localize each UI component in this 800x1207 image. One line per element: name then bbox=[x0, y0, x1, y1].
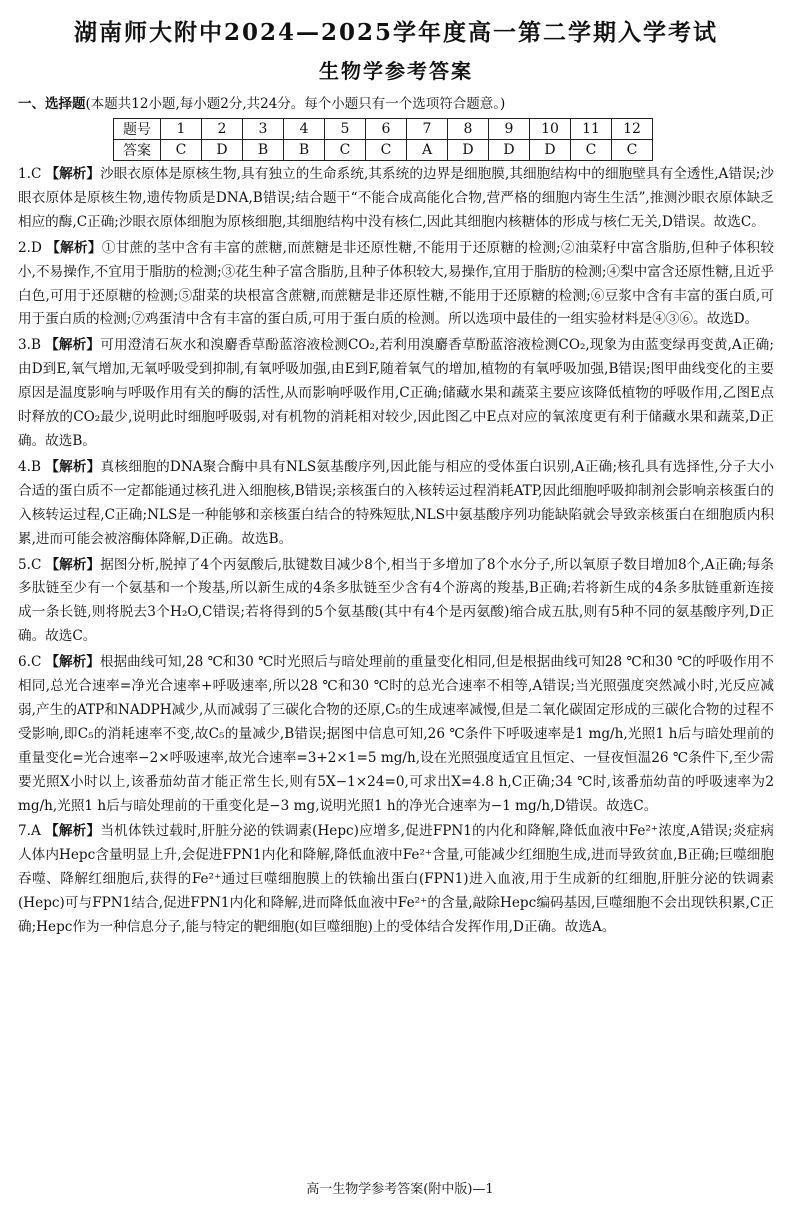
question-answer-label: 5.C bbox=[18, 556, 42, 573]
question-number-cell: 4 bbox=[284, 119, 325, 140]
answer-cell: A bbox=[407, 140, 448, 161]
answer-cell: D bbox=[489, 140, 530, 161]
question-number-cell: 10 bbox=[530, 119, 571, 140]
answer-cell: B bbox=[284, 140, 325, 161]
answer-cell: D bbox=[202, 140, 243, 161]
analysis-text: 据图分析,脱掉了4个丙氨酸后,肽键数目减少8个,相当于多增加了8个水分子,所以氧原子数目增加8个,A正确;每条多肽链至少有一个氨基和一个羧基,所以新生成的4条多肽链至少含有4个游离的羧基,B正确;若将新生成的4条多肽链重新连接成一条长链,则将脱去3个H₂O,C错误;若将得到的5个氨基酸(其中有4个是丙氨酸)缩合成五肽,则有5种不同的氨基酸序列,D正确。故选C。 bbox=[18, 556, 774, 645]
section-heading bbox=[18, 92, 774, 112]
question-answer-label: 3.B bbox=[18, 337, 41, 354]
analysis-text: 当机体铁过载时,肝脏分泌的铁调素(Hepc)应增多,促进FPN1的内化和降解,降低血液中Fe²⁺浓度,A错误;炎症病人体内Hepc含量明显上升,会促进FPN1内化和降解,降低血液中Fe²⁺含量,可能减少红细胞生成,进而导致贫血,B正确;巨噬细胞吞噬、降解红细胞后,获得的Fe²⁺通过巨噬细胞膜上的铁输出蛋白(FPN1)进入血液,用于生成新的红细胞,肝脏分泌的铁调素(Hepc)可与FPN1结合,促进FPN1内化和降解,进而降低血液中Fe²⁺的含量,敲除Hepc编码基因,巨噬细胞不会出现铁积累,C正确;Hepc作为一种信息分子,能与特定的靶细胞(如巨噬细胞)上的受体结合发挥作用,D正确。故选A。 bbox=[18, 823, 775, 936]
question-explanation-3 bbox=[18, 334, 774, 454]
section-desc: (本题共12小题,每小题2分,共24分。每个小题只有一个选项符合题意。) bbox=[85, 96, 506, 112]
question-explanation-1 bbox=[18, 163, 774, 235]
answer-cell: C bbox=[366, 140, 407, 161]
question-explanation-7 bbox=[18, 820, 774, 940]
section-label: 一、选择题 bbox=[18, 96, 86, 112]
analysis-text: 根据曲线可知,28 ℃和30 ℃时光照后与暗处理前的重量变化相同,但是根据曲线可知28 ℃和30 ℃的呼吸作用不相同,总光合速率=净光合速率+呼吸速率,所以28 ℃和30 ℃时的总光合速率不相等,A错误;当光照强度突然减小时,光反应减弱,产生的ATP和NADPH减少,从而减弱了三碳化合物的还原,C₅的生成速率减慢,但是二氧化碳固定形成的三碳化合物的过程不受影响,即C₅的消耗速率不变,故C₅的量减少,B错误;据图中信息可知,26 ℃条件下呼吸速率是1 mg/h,光照1 h后与暗处理前的重量变化=光合速率−2×呼吸速率,故光合速率=3+2×1=5 mg/h,设在光照强度适宜且恒定、一昼夜恒温26 ℃条件下,至少需要光照X小时以上,该番茄幼苗才能正常生长,则有5X−1×24=0,可求出X=4.8 h,C正确;34 ℃时,该番茄幼苗的呼吸速率为2 mg/h,光照1 h后与暗处理前的干重变化是−3 mg,说明光照1 h的净光合速率为−1 mg/h,D错误。故选C。 bbox=[18, 654, 774, 814]
question-number-cell: 8 bbox=[448, 119, 489, 140]
answer-cell: B bbox=[243, 140, 284, 161]
analysis-text: 沙眼衣原体是原核生物,具有独立的生命系统,其系统的边界是细胞膜,其细胞结构中的细胞壁具有全透性,A错误;沙眼衣原体是原核生物,遗传物质是DNA,B错误;结合题干“不能合成高能化合物,营严格的细胞内寄生生活”,推测沙眼衣原体缺乏相应的酶,C正确;沙眼衣原体细胞为原核细胞,其细胞结构中没有核仁,因此其细胞内核糖体的形成与核仁无关,D错误。故选C。 bbox=[18, 166, 774, 230]
answer-cell: C bbox=[571, 140, 612, 161]
page-title: 湖南师大附中2024—2025学年度高一第二学期入学考试 bbox=[73, 19, 719, 46]
page-footer: 高一生物学参考答案(附中版)—1 bbox=[306, 1182, 494, 1197]
analysis-text: 真核细胞的DNA聚合酶中具有NLS氨基酸序列,因此能与相应的受体蛋白识别,A正确;核孔具有选择性,分子大小合适的蛋白质不一定都能通过核孔进入细胞核,B错误;亲核蛋白的入核转运过程消耗ATP,因此细胞呼吸抑制剂会影响亲核蛋白的入核转运过程,C正确;NLS是一种能够和亲核蛋白结合的特殊短肽,NLS中氨基酸序列功能缺陷就会导致亲核蛋白在细胞质内积累,进而可能会被溶酶体降解,D正确。故选B。 bbox=[18, 458, 775, 547]
question-answer-label: 4.B bbox=[18, 458, 41, 475]
question-number-cell: 6 bbox=[366, 119, 407, 140]
answer-table-head-number: 题号 bbox=[114, 119, 161, 140]
question-explanation-6 bbox=[18, 651, 774, 818]
question-explanation-2 bbox=[18, 237, 774, 333]
analysis-tag: 【解析】 bbox=[45, 239, 102, 256]
answer-cell: D bbox=[448, 140, 489, 161]
analysis-text: 可用澄清石灰水和溴麝香草酚蓝溶液检测CO₂,若利用溴麝香草酚蓝溶液检测CO₂,现象为由蓝变绿再变黄,A正确;由D到E,氧气增加,无氧呼吸受到抑制,有氧呼吸加强,由E到F,随着氧气的增加,植物的有氧呼吸加强,B错误;图甲曲线变化的主要原因是温度影响与呼吸作用有关的酶的活性,从而影响呼吸作用,C正确;储藏水果和蔬菜主要应该降低植物的呼吸作用,乙图E点时释放的CO₂最少,说明此时细胞呼吸弱,对有机物的消耗相对较少,因此图乙中E点对应的氧浓度更有利于储藏水果和蔬菜,D正确。故选B。 bbox=[18, 337, 774, 449]
page-subtitle: 生物学参考答案 bbox=[319, 59, 473, 83]
answer-table bbox=[113, 118, 653, 161]
answer-table-answer-row bbox=[114, 140, 653, 161]
question-number-cell: 1 bbox=[161, 119, 202, 140]
question-answer-label: 2.D bbox=[18, 239, 42, 256]
question-number-cell: 3 bbox=[243, 119, 284, 140]
question-number-cell: 5 bbox=[325, 119, 366, 140]
answer-cell: C bbox=[325, 140, 366, 161]
answer-cell: C bbox=[161, 140, 202, 161]
analysis-text: ①甘蔗的茎中含有丰富的蔗糖,而蔗糖是非还原性糖,不能用于还原糖的检测;②油菜籽中富含脂肪,但种子体积较小,不易操作,不宜用于脂肪的检测;③花生种子富含脂肪,且种子体积较大,易操作,宜用于脂肪的检测;④梨中富含还原性糖,且近乎白色,可用于还原糖的检测;⑤甜菜的块根富含蔗糖,而蔗糖是非还原性糖,不能用于还原糖的检测;⑥豆浆中含有丰富的蛋白质,可用于蛋白质的检测;⑦鸡蛋清中含有丰富的蛋白质,可用于蛋白质的检测。所以选项中最佳的一组实验材料是④③⑥。故选D。 bbox=[18, 239, 774, 328]
answer-table-number-row bbox=[114, 119, 653, 140]
question-number-cell: 2 bbox=[202, 119, 243, 140]
answer-cell: C bbox=[612, 140, 653, 161]
question-number-cell: 7 bbox=[407, 119, 448, 140]
analysis-tag: 【解析】 bbox=[44, 337, 101, 354]
answer-table-head-answer: 答案 bbox=[114, 140, 161, 161]
question-number-cell: 9 bbox=[489, 119, 530, 140]
question-answer-label: 1.C bbox=[18, 166, 42, 182]
analysis-tag: 【解析】 bbox=[45, 166, 101, 182]
question-number-cell: 11 bbox=[571, 119, 612, 140]
question-answer-label: 6.C bbox=[18, 654, 42, 671]
analysis-tag: 【解析】 bbox=[44, 458, 101, 475]
analysis-tag: 【解析】 bbox=[45, 654, 100, 671]
analysis-tag: 【解析】 bbox=[44, 823, 101, 840]
question-answer-label: 7.A bbox=[18, 823, 41, 840]
question-number-cell: 12 bbox=[612, 119, 653, 140]
analysis-tag: 【解析】 bbox=[45, 556, 101, 573]
question-explanation-5 bbox=[18, 554, 774, 650]
answer-cell: D bbox=[530, 140, 571, 161]
question-explanation-4 bbox=[18, 456, 774, 552]
